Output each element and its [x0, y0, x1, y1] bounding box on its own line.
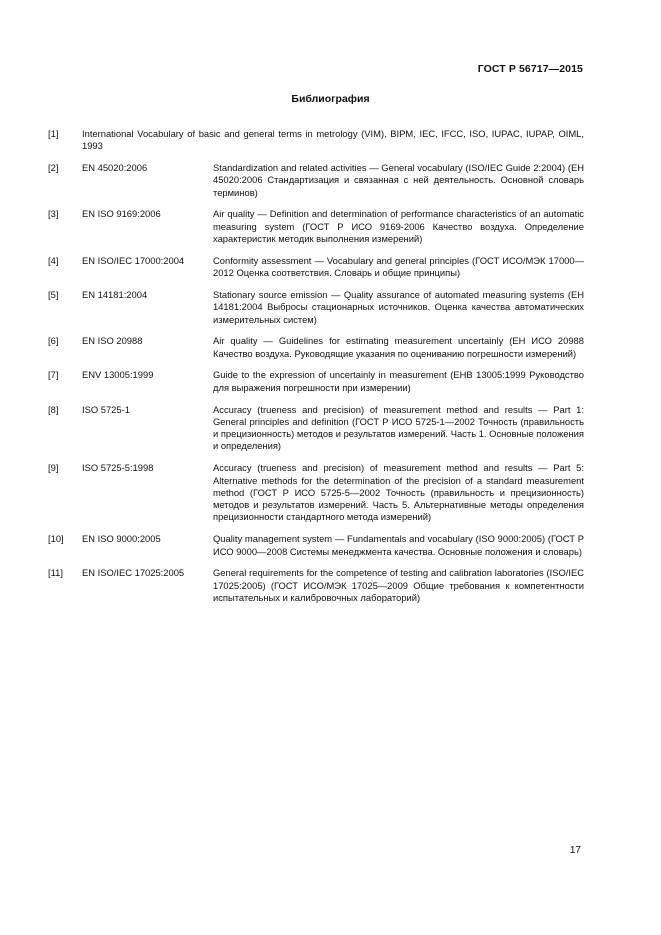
entry-number: [2]	[48, 162, 59, 174]
bibliography-entry	[48, 255, 584, 280]
page-title: Библиография	[291, 93, 370, 105]
entry-code: EN ISO 9000:2005	[82, 533, 161, 545]
bibliography-entry	[48, 404, 584, 453]
entry-number: [1]	[48, 128, 59, 139]
page-number: 17	[569, 845, 581, 856]
standard-designation: ГОСТ Р 56717—2015	[477, 63, 583, 75]
bibliography-entry	[48, 162, 584, 199]
entry-text: International Vocabulary of basic and general terms in metrology (VIM), BIPM, IEC, IFCC, ISO, IUPAC, IUPAP, OIML, 1993	[82, 128, 584, 152]
bibliography-entry	[48, 289, 584, 326]
bibliography-list	[48, 128, 584, 614]
entry-text: Standardization and related activities — General vocabulary (ISO/IEC Guide 2:2004) (ЕН 45020:2006 Стандартизация и связанная с ней деятельность. Основной словарь терминов)	[213, 162, 584, 198]
entry-number: [6]	[48, 335, 59, 347]
entry-text: Conformity assessment — Vocabulary and general principles (ГОСТ ИСО/МЭК 17000—2012 Оценка соответствия. Словарь и общие принципы)	[213, 254, 584, 279]
entry-text: Air quality — Definition and determination of performance characteristics of an automatic measuring system (ГОСТ Р ИСО 9169-2006 Качество воздуха. Определение характеристик методик выполнения измерений)	[213, 208, 584, 245]
entry-number: [8]	[48, 403, 59, 415]
entry-text: Accuracy (trueness and precision) of measurement method and results — Part 5: Alternative methods for the determination of the precision of a standard measurement method (ГОСТ Р ИСО 5725-5—2002 Точность (правильность и прецизионность) методов и результатов измерений. Часть 5. Альтернативные методы определения прецизионности стандартного метода измерений)	[213, 462, 584, 523]
entry-code: EN ISO/IEC 17000:2004	[82, 254, 185, 266]
entry-number: [4]	[48, 254, 59, 266]
bibliography-entry	[48, 533, 584, 558]
entry-code: ENV 13005:1999	[82, 369, 154, 381]
bibliography-entry	[48, 128, 584, 153]
entry-text: Air quality — Guidelines for estimating measurement uncertainly (ЕН ИСО 20988 Качество воздуха. Руководящие указания по оцениванию погрешности измерений)	[213, 335, 584, 359]
entry-number: [11]	[48, 567, 63, 579]
entry-code: EN ISO 20988	[82, 335, 143, 347]
bibliography-entry	[48, 369, 584, 394]
bibliography-entry	[48, 567, 584, 604]
entry-text: Stationary source emission — Quality assurance of automated measuring systems (ЕН 14181:2004 Выбросы стационарных источников. Оценка качества автоматических измерительных систем)	[213, 288, 584, 325]
entry-text: Accuracy (trueness and precision) of measurement method and results — Part 1: General principles and definition (ГОСТ Р ИСО 5725-1—2002 Точность (правильность и прецизионность) методов и результатов измерений. Часть 1. Основные положения и определения)	[213, 403, 584, 452]
entry-text: General requirements for the competence of testing and calibration laboratories (ISO/IEC 17025:2005) (ГОСТ ИСО/МЭК 17025—2009 Общие требования к компетентности испытательных и калибровочных лабораторий)	[213, 567, 584, 603]
entry-number: [10]	[48, 533, 64, 545]
entry-code: EN 45020:2006	[82, 162, 148, 174]
bibliography-entry	[48, 208, 584, 245]
entry-number: [3]	[48, 208, 59, 220]
entry-code: EN ISO/IEC 17025:2005	[82, 567, 185, 579]
entry-code: EN 14181:2004	[82, 288, 148, 300]
entry-code: EN ISO 9169:2006	[82, 208, 161, 220]
entry-text: Quality management system — Fundamentals and vocabulary (ISO 9000:2005) (ГОСТ Р ИСО 9000—2008 Системы менеджмента качества. Основные положения и словарь)	[213, 533, 584, 557]
entry-number: [9]	[48, 462, 59, 474]
entry-number: [5]	[48, 288, 59, 300]
bibliography-entry	[48, 462, 584, 523]
bibliography-entry	[48, 335, 584, 360]
entry-code: ISO 5725-5:1998	[82, 462, 154, 474]
entry-code: ISO 5725-1	[82, 403, 130, 415]
entry-number: [7]	[48, 369, 59, 381]
entry-text: Guide to the expression of uncertainly in measurement (ЕНВ 13005:1999 Руководство для выражения погрешности при измерении)	[213, 369, 584, 393]
